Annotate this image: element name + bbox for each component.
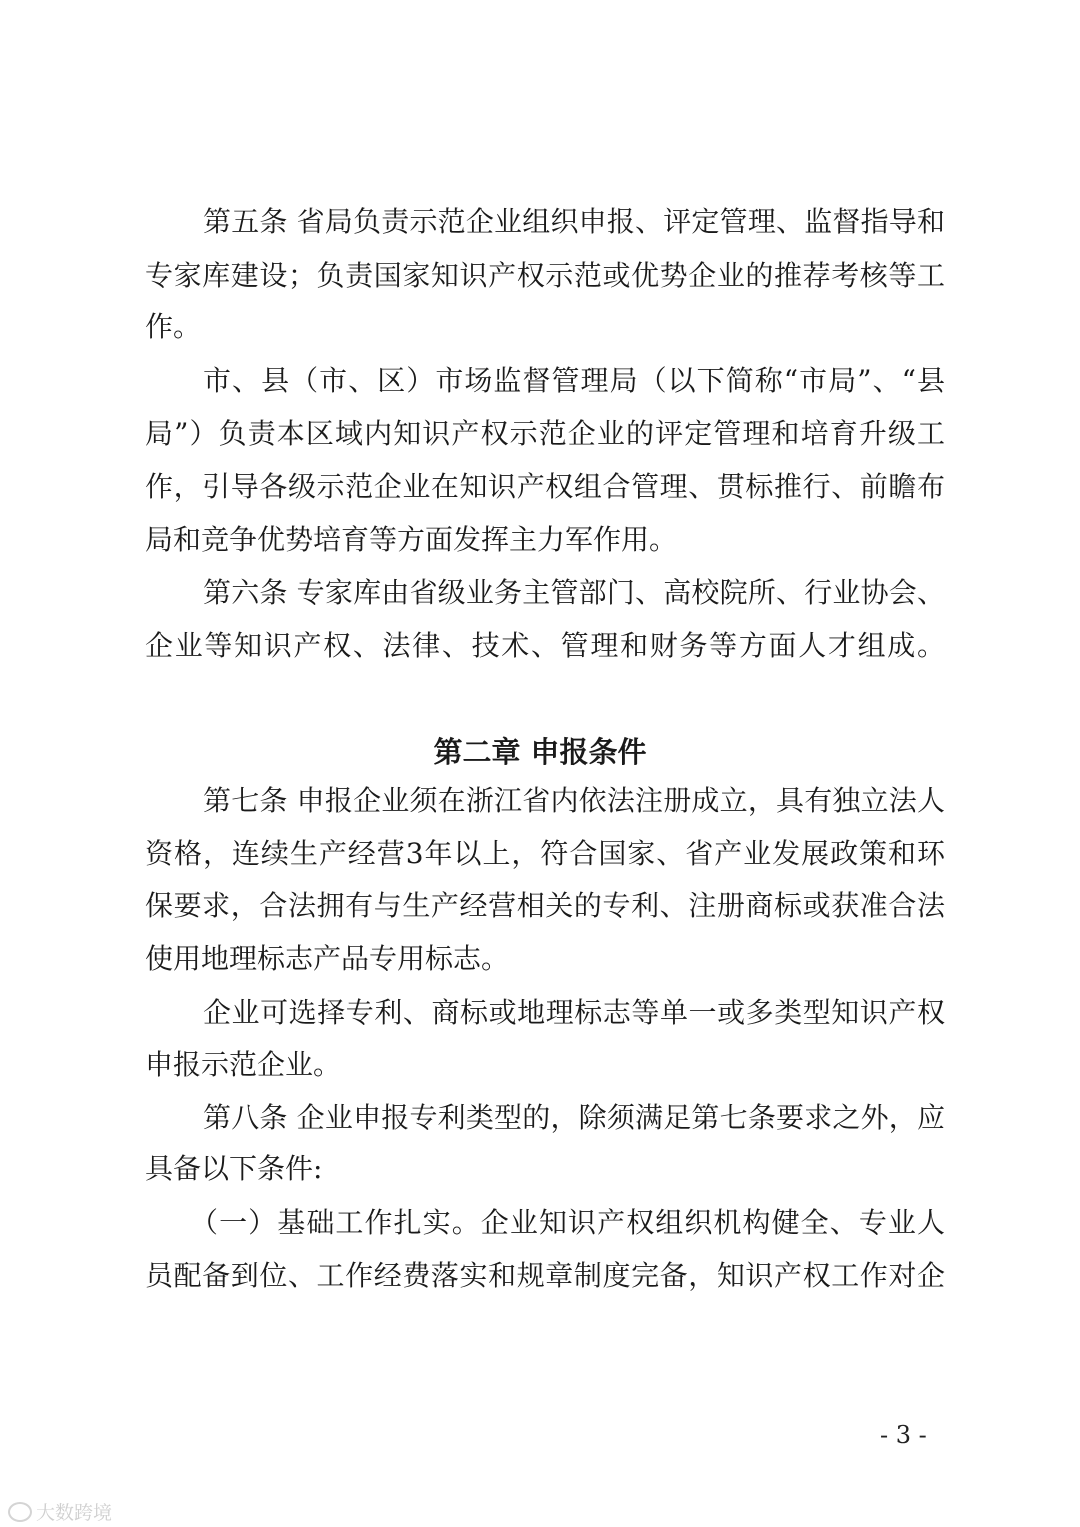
page-number: - 3 - — [880, 1421, 927, 1449]
text-line: 企业可选择专利、商标或地理标志等单一或多类型知识产权 — [203, 996, 945, 1029]
text-line: 企业等知识产权、法律、技术、管理和财务等方面人才组成。 — [145, 629, 945, 662]
watermark — [8, 1498, 112, 1525]
watermark-text: 大数跨境 — [36, 1502, 113, 1524]
text-line: 保要求，合法拥有与生产经营相关的专利、注册商标或获准合法 — [145, 889, 945, 922]
chapter-heading: 第二章 申报条件 — [433, 735, 647, 769]
text-line: 第七条 申报企业须在浙江省内依法注册成立，具有独立法人 — [203, 784, 945, 817]
text-line: 申报示范企业。 — [145, 1048, 342, 1081]
text-line: 市、县（市、区）市场监督管理局（以下简称“市局”、“县 — [203, 364, 945, 397]
text-line: 员配备到位、工作经费落实和规章制度完备，知识产权工作对企 — [145, 1259, 945, 1292]
text-line: 资格，连续生产经营3年以上，符合国家、省产业发展政策和环 — [145, 837, 945, 870]
text-line: 第八条 企业申报专利类型的，除须满足第七条要求之外，应 — [203, 1101, 945, 1134]
text-line: 作，引导各级示范企业在知识产权组合管理、贯标推行、前瞻布 — [145, 470, 945, 503]
text-line: 专家库建设；负责国家知识产权示范或优势企业的推荐考核等工 — [145, 259, 945, 292]
text-line: 第五条 省局负责示范企业组织申报、评定管理、监督指导和 — [203, 205, 945, 238]
watermark-logo-icon — [8, 1502, 32, 1522]
text-line: 局和竞争优势培育等方面发挥主力军作用。 — [145, 523, 678, 556]
text-line: 使用地理标志产品专用标志。 — [145, 942, 510, 975]
text-line: 具备以下条件: — [145, 1152, 323, 1185]
text-line: 作。 — [145, 310, 202, 343]
text-line: （一）基础工作扎实。企业知识产权组织机构健全、专业人 — [190, 1206, 945, 1239]
text-line: 局”）负责本区域内知识产权示范企业的评定管理和培育升级工 — [145, 417, 945, 450]
text-line: 第六条 专家库由省级业务主管部门、高校院所、行业协会、 — [203, 576, 945, 609]
